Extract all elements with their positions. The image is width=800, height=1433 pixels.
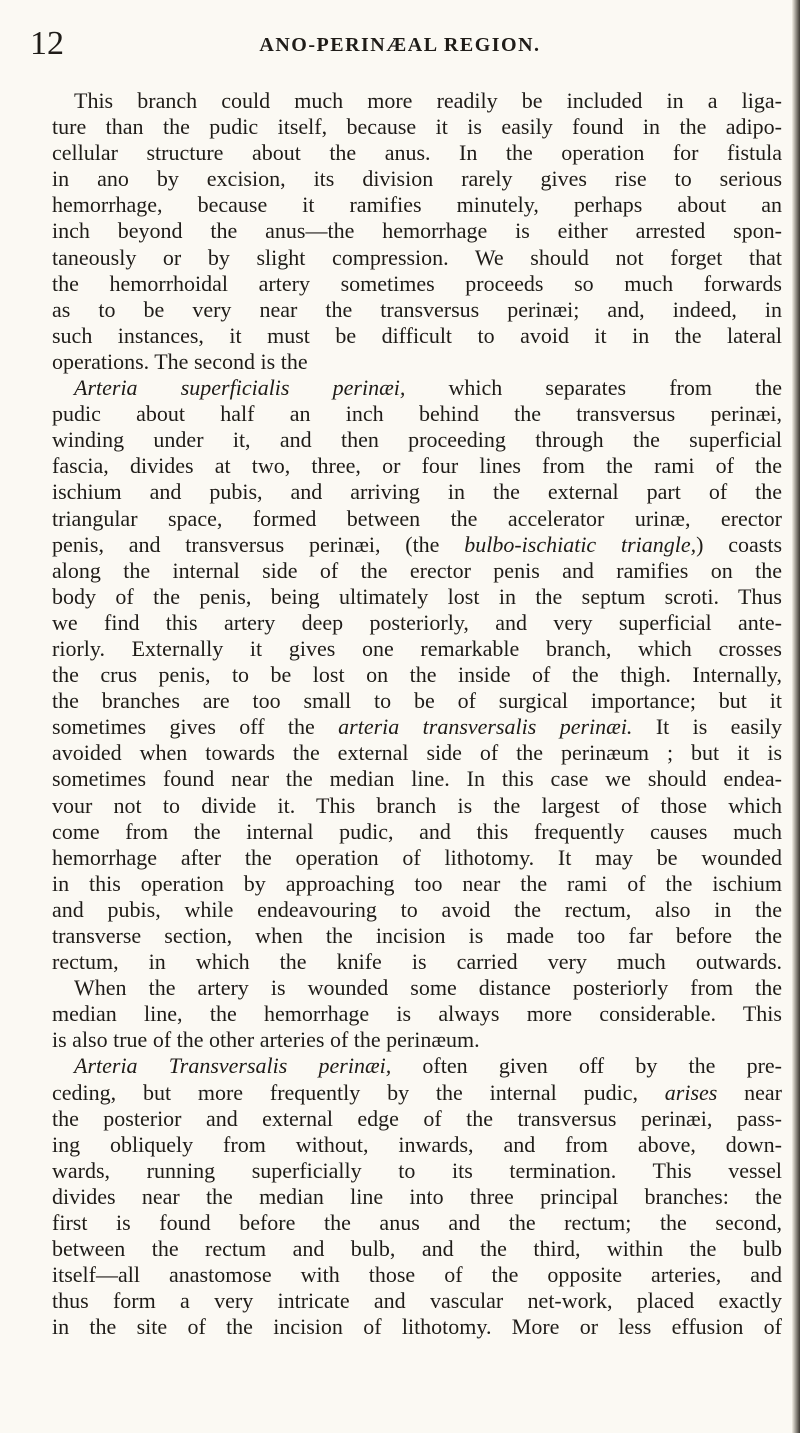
text-line: divides near the median line into three principal branches: the (52, 1183, 782, 1209)
text-line: avoided when towards the external side of the perinæum ; but it is (52, 740, 782, 766)
text-line: hemorrhage after the operation of lithotomy. It may be wounded (52, 844, 782, 870)
text-line: transverse section, when the incision is made too far before the (52, 923, 782, 948)
text-line: the crus penis, to be lost on the inside of the thigh. Internally, (52, 662, 782, 688)
text-line: taneously or by slight compression. We should not forget that (52, 244, 782, 270)
text-line: body of the penis, being ultimately lost in the septum scroti. Thus (52, 583, 782, 609)
text-line: in the site of the incision of lithotomy. More or less effusion of (52, 1314, 782, 1340)
text-line: first is found before the anus and the rectum; the second, (52, 1210, 782, 1236)
text-line: When the artery is wounded some distance posteriorly from the (74, 975, 782, 1001)
text-line: winding under it, and then proceeding through the superficial (52, 427, 782, 453)
text-line: we find this artery deep posteriorly, and very superficial ante- (52, 609, 782, 635)
text-line: hemorrhage, because it ramifies minutely, perhaps about an (52, 192, 782, 218)
text-line: ceding, but more frequently by the internal pudic, arises near (52, 1079, 783, 1105)
text-line: fascia, divides at two, three, or four lines from the rami of the (52, 453, 782, 479)
page-header (30, 22, 770, 66)
text-line: wards, running superficially to its termination. This vessel (52, 1157, 782, 1183)
text-line: come from the internal pudic, and this frequently causes much (52, 818, 782, 844)
running-head: ANO-PERINÆAL REGION. (259, 34, 541, 56)
text-line: the hemorrhoidal artery sometimes proceeds so much forwards (52, 270, 782, 296)
text-line: between the rectum and bulb, and the third, within the bulb (52, 1236, 782, 1262)
text-line: as to be very near the transversus perinæi; and, indeed, in (52, 296, 782, 322)
text-line: sometimes found near the median line. In this case we should endea- (52, 766, 782, 792)
text-line: Arteria superficialis perinæi, which separates from the (74, 375, 782, 401)
text-line: sometimes gives off the arteria transversalis perinæi. It is easily (52, 714, 782, 740)
text-line: This branch could much more readily be included in a liga- (74, 88, 782, 113)
text-line: triangular space, formed between the accelerator urinæ, erector (52, 505, 782, 531)
text-line: rectum, in which the knife is carried very much outwards. (52, 949, 782, 975)
text-line: ing obliquely from without, inwards, and from above, down- (52, 1131, 782, 1157)
text-line: ture than the pudic itself, because it is easily found in the adipo- (52, 114, 782, 140)
text-line: the posterior and external edge of the transversus perinæi, pass- (52, 1105, 782, 1131)
text-line: in ano by excision, its division rarely gives rise to serious (52, 166, 782, 192)
text-line: the branches are too small to be of surgical importance; but it (52, 688, 782, 714)
text-line: cellular structure about the anus. In the operation for fistula (52, 140, 782, 166)
text-line: pudic about half an inch behind the transversus perinæi, (52, 401, 782, 427)
page-edge-shadow (792, 0, 800, 1433)
text-line: itself—all anastomose with those of the opposite arteries, and (52, 1262, 782, 1288)
text-line: is also true of the other arteries of the perinæum. (52, 1027, 480, 1053)
text-line: penis, and transversus perinæi, (the bulbo-ischiatic triangle,) coasts (52, 531, 782, 557)
text-line: in this operation by approaching too near the rami of the ischium (52, 870, 782, 896)
text-line: riorly. Externally it gives one remarkable branch, which crosses (52, 635, 782, 661)
text-line: inch beyond the anus—the hemorrhage is either arrested spon- (52, 218, 782, 244)
text-line: such instances, it must be difficult to avoid it in the lateral (52, 322, 782, 348)
text-line: operations. The second is the (52, 348, 308, 374)
text-line: and pubis, while endeavouring to avoid the rectum, also in the (52, 896, 782, 922)
text-line: vour not to divide it. This branch is the largest of those which (52, 792, 782, 818)
text-line: median line, the hemorrhage is always more considerable. This (52, 1001, 782, 1027)
page-number: 12 (30, 25, 64, 62)
body-text (52, 88, 782, 1341)
text-line: along the internal side of the erector penis and ramifies on the (52, 557, 782, 583)
text-line: thus form a very intricate and vascular net-work, placed exactly (52, 1288, 782, 1314)
text-line: ischium and pubis, and arriving in the external part of the (52, 479, 782, 505)
text-line: Arteria Transversalis perinæi, often given off by the pre- (74, 1053, 782, 1079)
